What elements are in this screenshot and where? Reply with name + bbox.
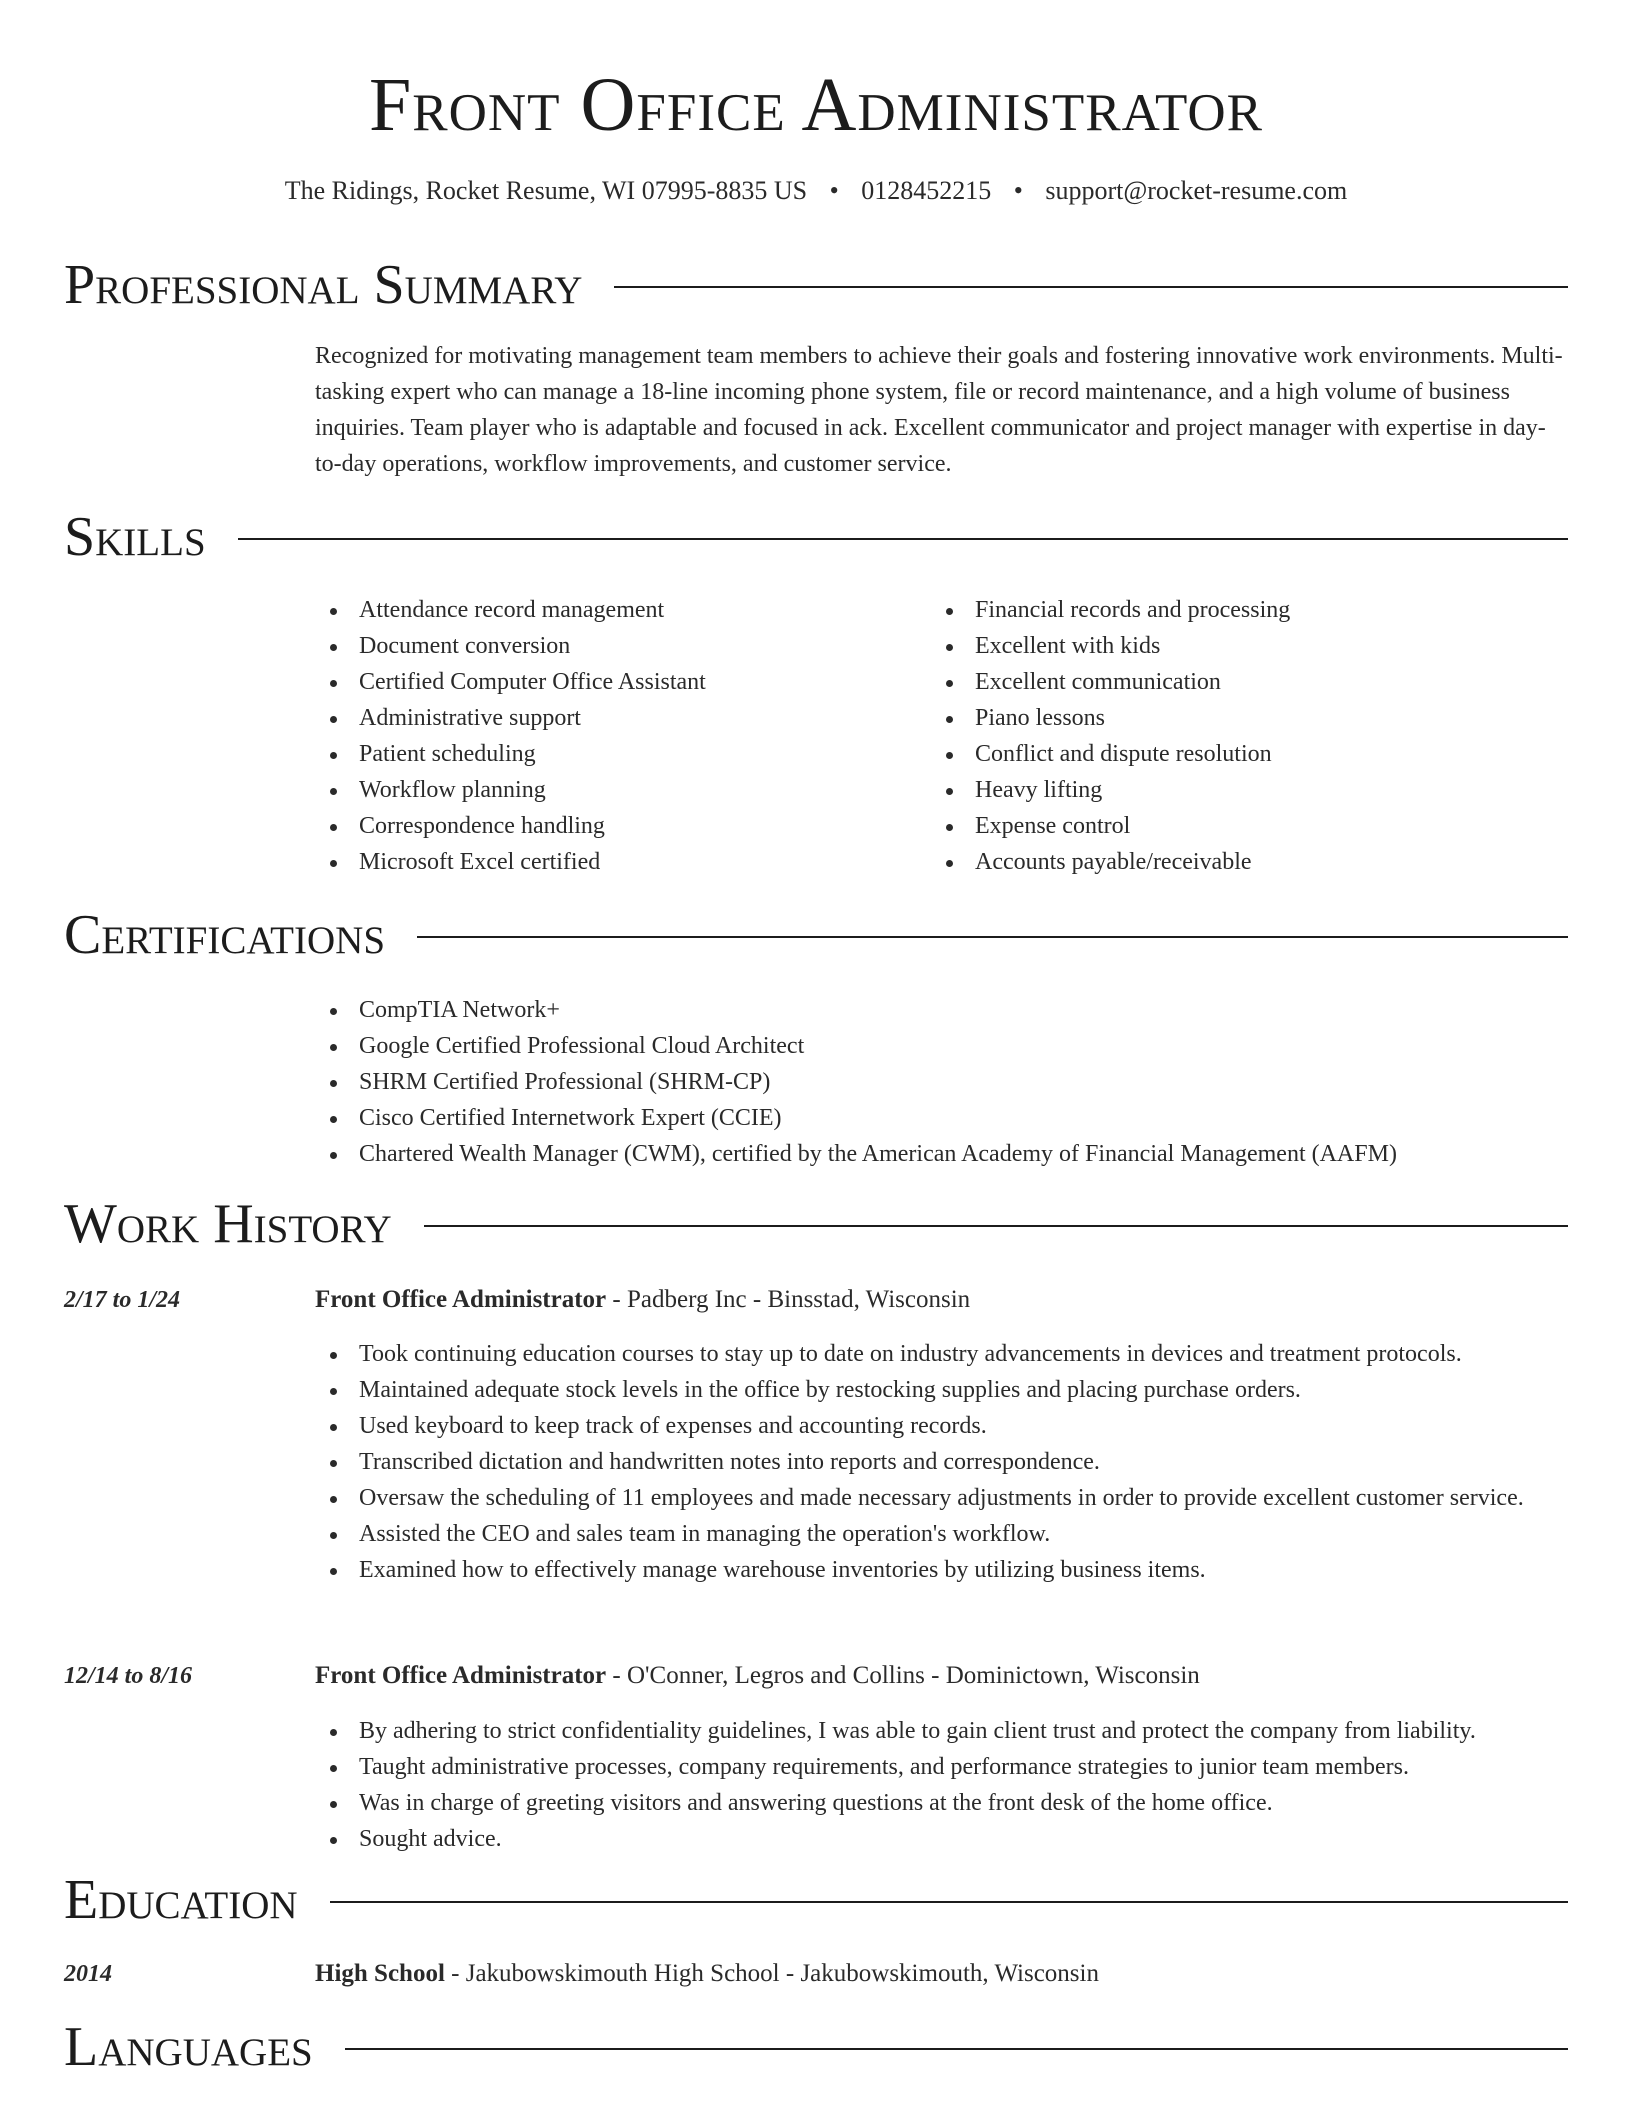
job-duty-item: Taught administrative processes, company requirements, and performance strategies to junior team members. <box>315 1749 1568 1785</box>
job-employer: - Padberg Inc - Binsstad, Wisconsin <box>606 1286 971 1313</box>
job-duty-item: Transcribed dictation and handwritten notes into reports and correspondence. <box>315 1444 1568 1480</box>
languages-section-header <box>64 2015 1568 2079</box>
candidate-name: Front Office Administrator <box>368 63 1264 147</box>
skill-item: Workflow planning <box>315 772 915 808</box>
skill-item: Piano lessons <box>931 700 1568 736</box>
skills-section-title: Skills <box>64 506 206 568</box>
job-role: Front Office Administrator <box>315 1286 607 1313</box>
summary-section-header <box>64 253 1568 317</box>
job-duty-item: Sought advice. <box>315 1821 1568 1857</box>
skills-section-header <box>64 505 1568 569</box>
work-history-section-title: Work History <box>64 1193 392 1255</box>
certifications-section-header <box>64 903 1568 967</box>
skill-item: Heavy lifting <box>931 772 1568 808</box>
job-duty-item: Oversaw the scheduling of 11 employees and made necessary adjustments in order to provide excellent customer service. <box>315 1480 1568 1516</box>
section-divider <box>424 1225 1568 1227</box>
contact-phone: 0128452215 <box>861 176 992 205</box>
education-degree: High School <box>315 1960 445 1987</box>
skill-item: Excellent with kids <box>931 628 1568 664</box>
job-dates: 12/14 to 8/16 <box>64 1663 193 1689</box>
certification-item: Cisco Certified Internetwork Expert (CCIE) <box>315 1100 1568 1136</box>
certifications-list <box>315 992 1568 1172</box>
certification-item: SHRM Certified Professional (SHRM-CP) <box>315 1064 1568 1100</box>
certification-item: Chartered Wealth Manager (CWM), certified by the American Academy of Financial Management (AAFM) <box>315 1136 1568 1172</box>
section-divider <box>238 538 1568 540</box>
section-divider <box>345 2048 1568 2050</box>
skill-item: Financial records and processing <box>931 592 1568 628</box>
education-line <box>315 1956 1568 1992</box>
skill-item: Microsoft Excel certified <box>315 844 915 880</box>
section-divider <box>330 1901 1568 1903</box>
job-title-line <box>315 1658 1568 1694</box>
certification-item: Google Certified Professional Cloud Architect <box>315 1028 1568 1064</box>
education-section-header <box>64 1868 1568 1932</box>
certifications-section-title: Certifications <box>64 904 386 966</box>
summary-text: Recognized for motivating management team members to achieve their goals and fostering innovative work environments. Multi-tasking expert who can manage a 18-line incoming phone system, file or record maintenance, and a high volume of business inquiries. Team player who is adaptable and focused in ack. Excellent communicator and project manager with expertise in day-to-day operations, workflow improvements, and customer service. <box>315 343 1563 477</box>
education-year: 2014 <box>64 1961 112 1987</box>
section-divider <box>417 936 1568 938</box>
contact-separator: • <box>1013 176 1023 205</box>
skill-item: Expense control <box>931 808 1568 844</box>
contact-address: The Ridings, Rocket Resume, WI 07995-8835 US <box>284 176 808 205</box>
job-duty-item: Was in charge of greeting visitors and answering questions at the front desk of the home office. <box>315 1785 1568 1821</box>
job-dates: 2/17 to 1/24 <box>64 1287 181 1313</box>
skill-item: Correspondence handling <box>315 808 915 844</box>
work-history-section-header <box>64 1192 1568 1256</box>
contact-line <box>0 174 1632 208</box>
section-divider <box>614 286 1568 288</box>
skill-item: Document conversion <box>315 628 915 664</box>
skills-list-left <box>315 592 915 880</box>
skill-item: Conflict and dispute resolution <box>931 736 1568 772</box>
job-employer: - O'Conner, Legros and Collins - Dominictown, Wisconsin <box>606 1662 1200 1689</box>
skill-item: Accounts payable/receivable <box>931 844 1568 880</box>
job-duty-item: By adhering to strict confidentiality guidelines, I was able to gain client trust and protect the company from liability. <box>315 1713 1568 1749</box>
skill-item: Administrative support <box>315 700 915 736</box>
education-section-title: Education <box>64 1869 298 1931</box>
skill-item: Excellent communication <box>931 664 1568 700</box>
skill-item: Certified Computer Office Assistant <box>315 664 915 700</box>
skill-item: Attendance record management <box>315 592 915 628</box>
skills-list-right <box>931 592 1568 880</box>
education-school: - Jakubowskimouth High School - Jakubowskimouth, Wisconsin <box>444 1960 1099 1987</box>
languages-section-title: Languages <box>64 2016 313 2078</box>
summary-section-title: Professional Summary <box>64 254 583 316</box>
skill-item: Patient scheduling <box>315 736 915 772</box>
certification-item: CompTIA Network+ <box>315 992 1568 1028</box>
job-title-line <box>315 1282 1568 1318</box>
contact-separator: • <box>829 176 839 205</box>
job-duties-list <box>315 1713 1568 1857</box>
job-role: Front Office Administrator <box>315 1662 607 1689</box>
job-duties-list <box>315 1336 1568 1588</box>
job-duty-item: Took continuing education courses to stay up to date on industry advancements in devices and treatment protocols. <box>315 1336 1568 1372</box>
job-duty-item: Maintained adequate stock levels in the office by restocking supplies and placing purchase orders. <box>315 1372 1568 1408</box>
job-duty-item: Used keyboard to keep track of expenses and accounting records. <box>315 1408 1568 1444</box>
job-duty-item: Examined how to effectively manage warehouse inventories by utilizing business items. <box>315 1552 1568 1588</box>
contact-email: support@rocket-resume.com <box>1045 176 1348 205</box>
job-duty-item: Assisted the CEO and sales team in managing the operation's workflow. <box>315 1516 1568 1552</box>
